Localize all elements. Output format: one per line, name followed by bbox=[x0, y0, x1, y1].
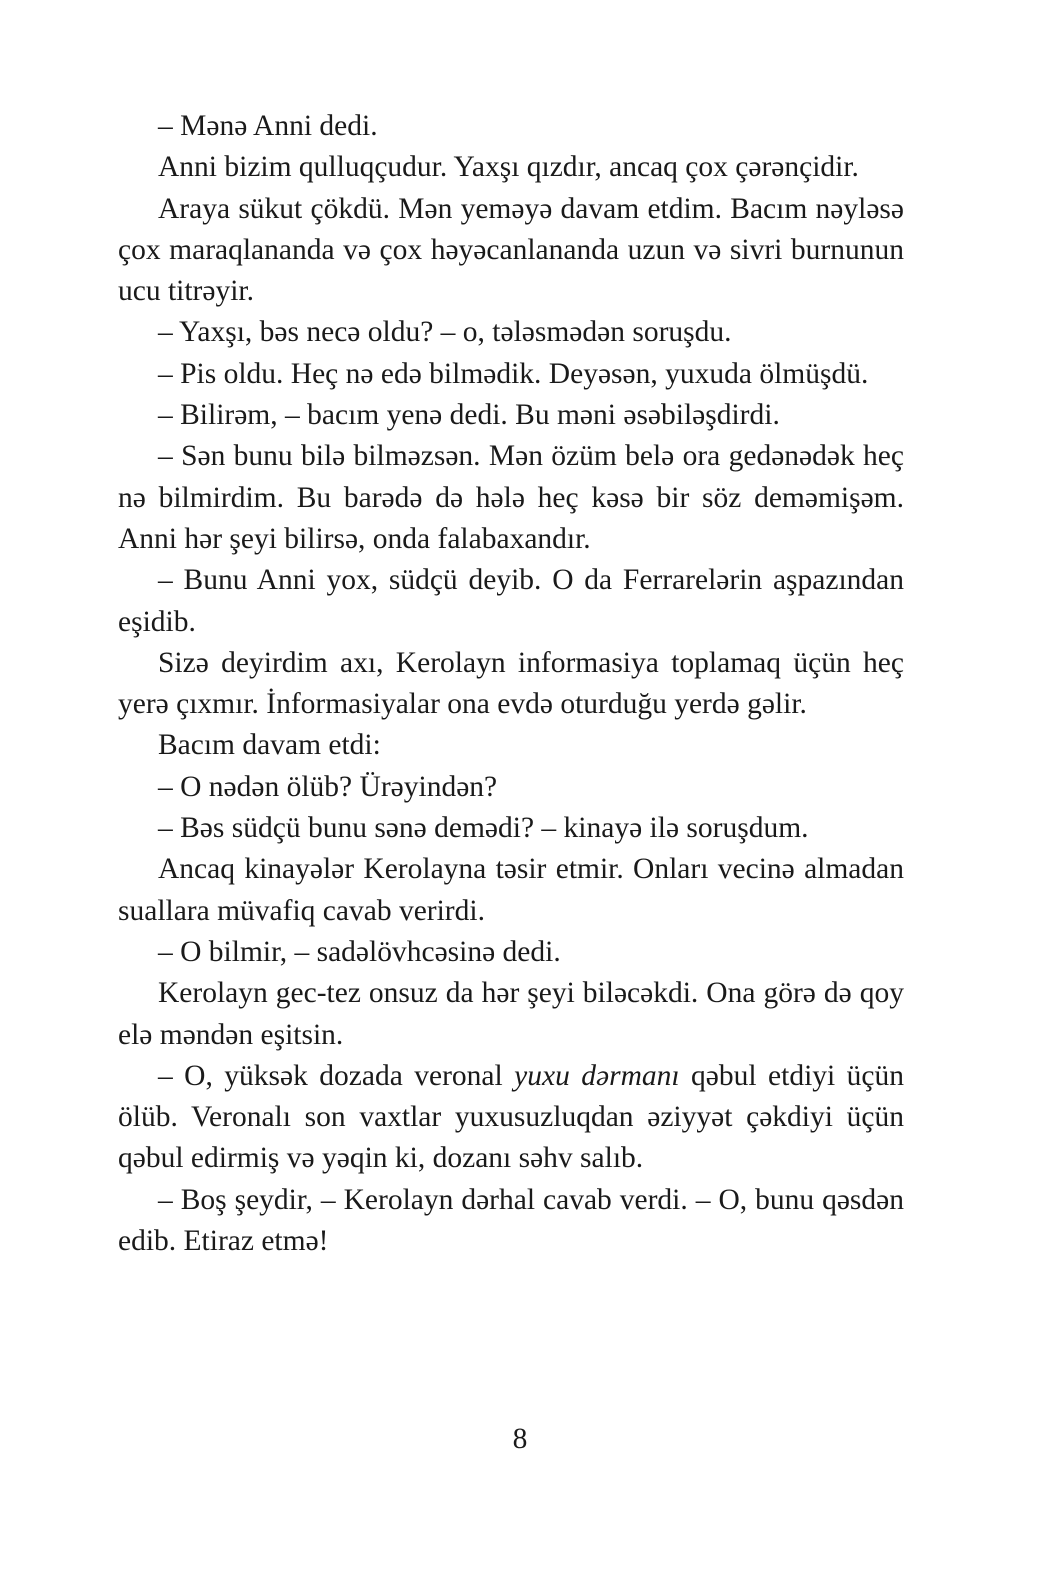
paragraph: – Boş şeydir, – Kerolayn dərhal cavab verdi. – O, bunu qəsdən edib. Etiraz etmə! bbox=[118, 1183, 904, 1258]
text-segment: – O, yüksək dozada veronal bbox=[158, 1059, 515, 1092]
paragraph: Sizə deyirdim axı, Kerolayn informasiya toplamaq üçün heç yerə çıxmır. İnformasiyalar ona evdə oturduğu yerdə gəlir. bbox=[118, 646, 904, 721]
paragraph: – Bilirəm, – bacım yenə dedi. Bu məni əsəbiləşdirdi. bbox=[158, 399, 780, 432]
paragraph: – O bilmir, – sadəlövhcəsinə dedi. bbox=[158, 935, 561, 968]
book-page-text bbox=[118, 106, 904, 1262]
paragraph: Kerolayn gec-tez onsuz da hər şeyi biləcəkdi. Ona görə də qoy elə məndən eşitsin. bbox=[118, 977, 904, 1051]
paragraph: Araya sükut çökdü. Mən yeməyə davam etdim. Bacım nəyləsə çox maraqlananda və çox həyəcanlananda uzun və sivri burnunun ucu titrəyir. bbox=[118, 192, 904, 308]
paragraph: – Bunu Anni yox, südçü deyib. O da Ferrarelərin aşpazından eşidib. bbox=[118, 564, 904, 638]
italic-term: yuxu dərmanı bbox=[514, 1059, 680, 1092]
text-segment: qəbul etdiyi üçün ölüb. Veronalı son vaxtlar yuxusuzluqdan əziyyət çəkdiyi üçün qəbul edirmiş və yəqin ki, dozanı səhv salıb. bbox=[118, 1059, 904, 1175]
paragraph: – Bəs südçü bunu sənə demədi? – kinayə ilə soruşdum. bbox=[158, 812, 809, 845]
paragraph: – Pis oldu. Heç nə edə bilmədik. Deyəsən, yuxuda ölmüşdü. bbox=[158, 357, 869, 390]
page-number: 8 bbox=[512, 1423, 528, 1455]
paragraph-veronal bbox=[118, 1056, 904, 1180]
paragraph: – Mənə Anni dedi. bbox=[158, 110, 378, 142]
paragraph: Ancaq kinayələr Kerolayna təsir etmir. Onları vecinə almadan suallara müvafiq cavab verirdi. bbox=[118, 853, 904, 927]
paragraph: – O nədən ölüb? Ürəyindən? bbox=[158, 770, 498, 803]
paragraph: Anni bizim qulluqçudur. Yaxşı qızdır, ancaq çox çərənçidir. bbox=[158, 151, 859, 184]
paragraph: – Sən bunu bilə bilməzsən. Mən özüm belə ora gedənədək heç nə bilmirdim. Bu barədə də hələ heç kəsə bir söz deməmişəm. Anni hər şeyi bilirsə, onda falabaxandır. bbox=[118, 440, 904, 555]
paragraph: Bacım davam etdi: bbox=[158, 729, 381, 762]
paragraph: – Yaxşı, bəs necə oldu? – o, tələsmədən soruşdu. bbox=[158, 316, 732, 349]
